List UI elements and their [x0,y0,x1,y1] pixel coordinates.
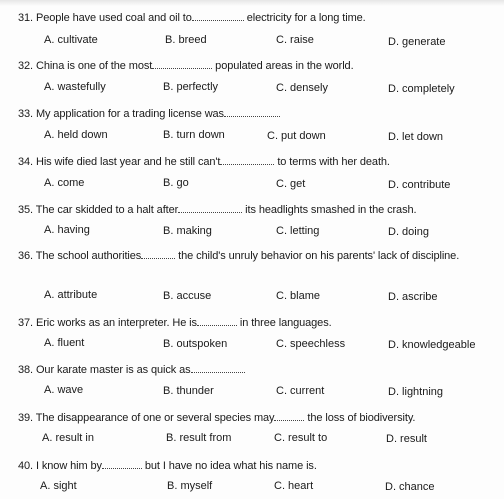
answer-blank [224,107,280,117]
option-c: C. result to [274,432,328,444]
question-number: 34. [18,156,33,168]
answer-blank [220,155,274,165]
option-b: B. breed [165,34,207,46]
answer-blank [152,59,212,69]
question-number: 38. [18,364,33,376]
question-number: 40. [18,460,33,472]
option-b: B. making [163,225,212,237]
option-a: A. having [44,224,90,236]
option-a: A. wastefully [44,81,106,93]
option-c: C. blame [276,290,321,302]
stem-after-blank: the loss of biodiversity. [307,412,416,424]
option-c: C. letting [276,225,320,237]
question-number: 37. [18,317,33,329]
scan-shadow [0,0,504,6]
option-d: D. let down [388,131,444,143]
question-stem [18,107,280,121]
answer-blank [141,249,175,259]
question-stem [18,316,332,330]
option-c: C. densely [276,82,328,94]
question-number: 36. [18,250,33,262]
question-stem [18,203,416,217]
stem-after-blank: to terms with her death. [277,156,390,168]
option-c: C. speechless [276,338,346,350]
option-b: B. result from [166,432,232,444]
option-a: A. fluent [44,337,85,349]
option-c: C. heart [274,480,314,492]
option-a: A. wave [44,384,84,396]
option-d: D. result [386,433,427,445]
question-number: 39. [18,412,33,424]
stem-before-blank: His wife died last year and he still can't [35,156,221,168]
option-a: A. cultivate [44,34,98,46]
question-number: 32. [18,60,33,72]
option-a: A. come [44,177,85,189]
question-stem [18,363,245,377]
answer-blank [102,459,142,469]
question-number: 31. [18,12,33,24]
option-b: B. turn down [163,129,225,141]
option-a: A. held down [44,129,108,141]
stem-after-blank: in three languages. [239,317,332,329]
stem-before-blank: The disappearance of one or several species may [35,412,275,424]
option-d: D. knowledgeable [388,339,476,351]
option-b: B. go [163,177,189,189]
question-stem [18,11,366,25]
stem-before-blank: Eric works as an interpreter. He is [35,317,197,329]
question-stem [18,249,490,264]
option-b: B. accuse [163,290,212,302]
option-d: D. chance [385,481,435,493]
stem-before-blank: I know him by [35,460,102,472]
question-stem [18,411,415,425]
option-c: C. current [276,385,325,397]
option-d: D. generate [388,36,446,48]
option-a: A. result in [42,432,94,444]
option-d: D. doing [388,226,429,238]
option-d: D. completely [388,83,455,95]
option-c: C. raise [276,34,314,46]
option-c: C. put down [267,130,326,142]
stem-before-blank: Our karate master is as quick as [35,364,191,376]
option-b: B. myself [167,480,213,492]
option-d: D. ascribe [388,291,438,303]
answer-blank [274,411,304,421]
answer-blank [178,203,242,213]
option-d: D. lightning [388,386,444,398]
question-stem [18,155,390,169]
stem-after-blank: populated areas in the world. [215,60,354,72]
question-number: 33. [18,108,33,120]
option-a: A. sight [40,480,77,492]
answer-blank [191,363,245,373]
option-d: D. contribute [388,179,451,191]
stem-before-blank: The car skidded to a halt after [35,204,179,216]
answer-blank [192,11,244,21]
option-b: B. perfectly [163,81,219,93]
stem-before-blank: China is one of the most [35,60,153,72]
question-stem [18,459,317,473]
option-b: B. outspoken [163,338,228,350]
stem-before-blank: People have used coal and oil to [35,12,192,24]
answer-blank [197,316,237,326]
question-stem [18,59,354,73]
stem-before-blank: The school authorities [35,250,142,262]
option-b: B. thunder [163,385,214,397]
stem-before-blank: My application for a trading license was [35,108,224,120]
stem-after-blank: electricity for a long time. [246,12,366,24]
option-a: A. attribute [44,289,98,301]
stem-after-blank: its headlights smashed in the crash. [245,204,417,216]
stem-after-blank: but I have no idea what his name is. [144,460,317,472]
stem-after-blank: the child's unruly behavior on his parents' lack of discipline. [178,250,460,262]
question-number: 35. [18,204,33,216]
option-c: C. get [276,178,306,190]
